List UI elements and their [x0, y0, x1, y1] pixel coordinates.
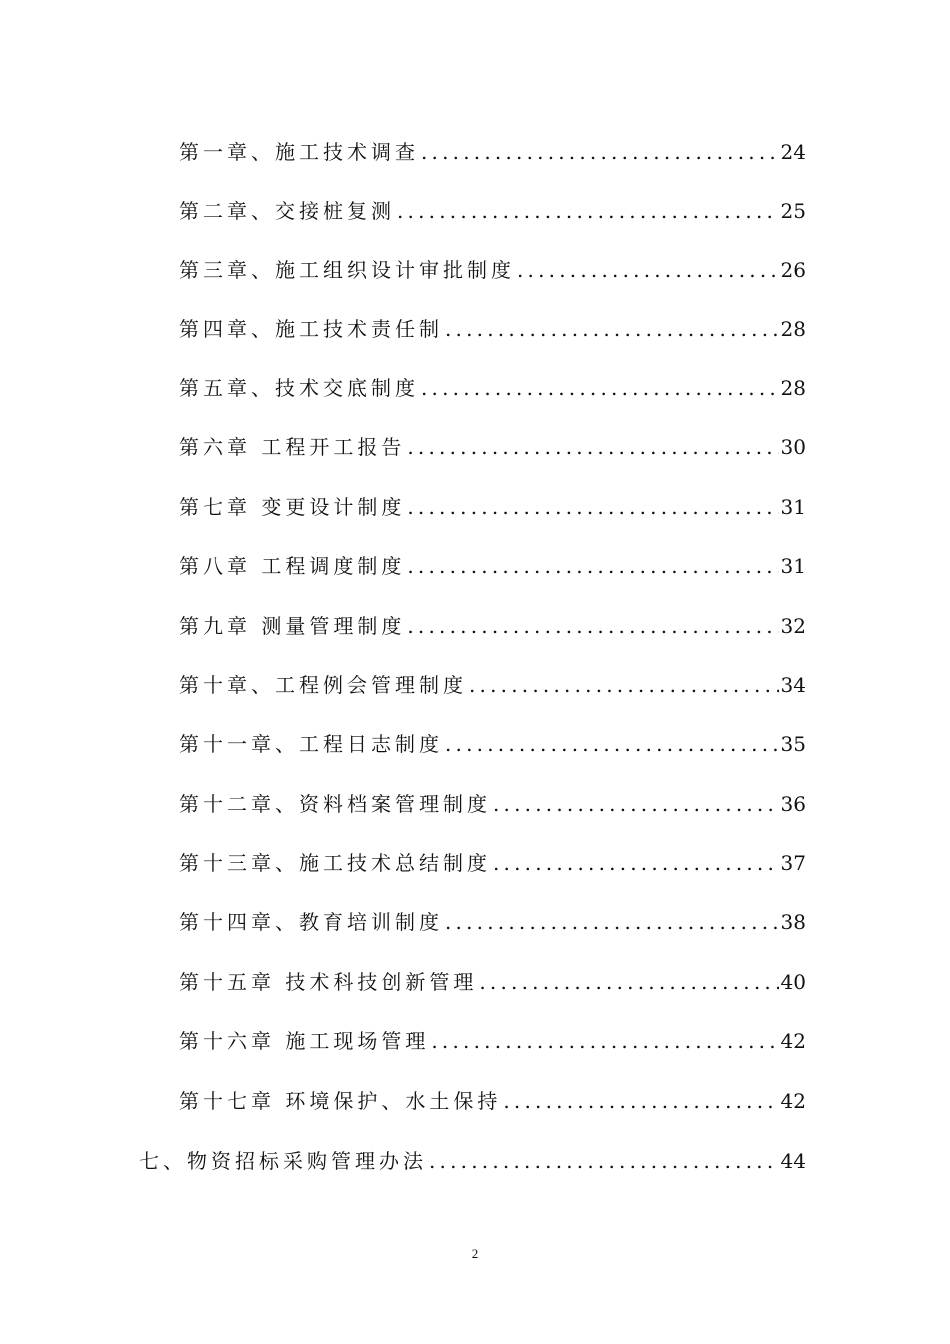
page-number: 2 — [471, 1246, 479, 1261]
toc-entry-page: 24 — [780, 140, 806, 164]
toc-entry-title: 第九章 测量管理制度 — [179, 614, 406, 638]
toc-entry-page: 28 — [780, 376, 806, 400]
dot-leader — [407, 612, 778, 640]
toc-entry-page: 32 — [780, 614, 806, 638]
toc-entry-title: 第八章 工程调度制度 — [179, 554, 406, 578]
toc-section-title: 七、物资招标采购管理办法 — [139, 1149, 427, 1173]
toc-entry[interactable] — [179, 790, 806, 818]
toc-entry-page: 28 — [780, 317, 806, 341]
toc-entry[interactable] — [179, 612, 806, 640]
dot-leader — [407, 552, 778, 580]
toc-entry-page: 25 — [780, 199, 806, 223]
toc-entry-page: 35 — [780, 732, 806, 756]
dot-leader — [493, 849, 779, 877]
toc-entry-title: 第十章、工程例会管理制度 — [179, 673, 467, 697]
toc-entry[interactable] — [179, 433, 806, 461]
dot-leader — [431, 1027, 778, 1055]
toc-entry-page: 42 — [780, 1089, 806, 1113]
toc-section-page: 44 — [780, 1149, 806, 1173]
toc-entry[interactable] — [179, 1027, 806, 1055]
dot-leader — [445, 315, 779, 343]
toc-entry[interactable] — [179, 138, 806, 166]
toc-entry-title: 第七章 变更设计制度 — [179, 495, 406, 519]
toc-entry-title: 第一章、施工技术调查 — [179, 140, 419, 164]
toc-entry-title: 第十六章 施工现场管理 — [179, 1029, 430, 1053]
dot-leader — [397, 197, 779, 225]
toc-entry-title: 第十七章 环境保护、水土保持 — [179, 1089, 502, 1113]
toc-entry-page: 38 — [780, 910, 806, 934]
toc-entry-title: 第十五章 技术科技创新管理 — [179, 970, 478, 994]
toc-entry[interactable] — [179, 197, 806, 225]
toc-entry-page: 37 — [780, 851, 806, 875]
dot-leader — [421, 374, 779, 402]
toc-entry-page: 34 — [780, 673, 806, 697]
toc-entry[interactable] — [179, 908, 806, 936]
toc-entry-page: 40 — [780, 970, 806, 994]
dot-leader — [407, 433, 778, 461]
dot-leader — [493, 790, 779, 818]
toc-entry-title: 第三章、施工组织设计审批制度 — [179, 258, 515, 282]
dot-leader — [517, 256, 779, 284]
toc-entry-page: 31 — [780, 495, 806, 519]
dot-leader — [503, 1087, 778, 1115]
toc-entry-page: 36 — [780, 792, 806, 816]
toc-entry-title: 第四章、施工技术责任制 — [179, 317, 443, 341]
toc-entry[interactable] — [179, 374, 806, 402]
toc-entry[interactable] — [179, 256, 806, 284]
toc-entry[interactable] — [179, 730, 806, 758]
toc-entry-page: 42 — [780, 1029, 806, 1053]
toc-entry[interactable] — [179, 849, 806, 877]
toc-entry-page: 31 — [780, 554, 806, 578]
toc-entry[interactable] — [179, 671, 806, 699]
toc-entry-title: 第十四章、教育培训制度 — [179, 910, 443, 934]
toc-entry-title: 第二章、交接桩复测 — [179, 199, 395, 223]
toc-entry[interactable] — [179, 493, 806, 521]
toc-entry-title: 第六章 工程开工报告 — [179, 435, 406, 459]
dot-leader — [479, 968, 778, 996]
toc-entry[interactable] — [179, 1087, 806, 1115]
toc-entry[interactable] — [179, 968, 806, 996]
dot-leader — [445, 908, 779, 936]
toc-entry-title: 第五章、技术交底制度 — [179, 376, 419, 400]
toc-entry[interactable] — [179, 552, 806, 580]
toc-entry-page: 30 — [780, 435, 806, 459]
dot-leader — [429, 1147, 779, 1175]
dot-leader — [407, 493, 778, 521]
dot-leader — [445, 730, 779, 758]
dot-leader — [469, 671, 779, 699]
dot-leader — [421, 138, 779, 166]
toc-entry-title: 第十二章、资料档案管理制度 — [179, 792, 491, 816]
toc-entry-page: 26 — [780, 258, 806, 282]
toc-section-entry[interactable] — [139, 1147, 806, 1175]
toc-entry[interactable] — [179, 315, 806, 343]
toc-entry-title: 第十三章、施工技术总结制度 — [179, 851, 491, 875]
toc-entry-title: 第十一章、工程日志制度 — [179, 732, 443, 756]
